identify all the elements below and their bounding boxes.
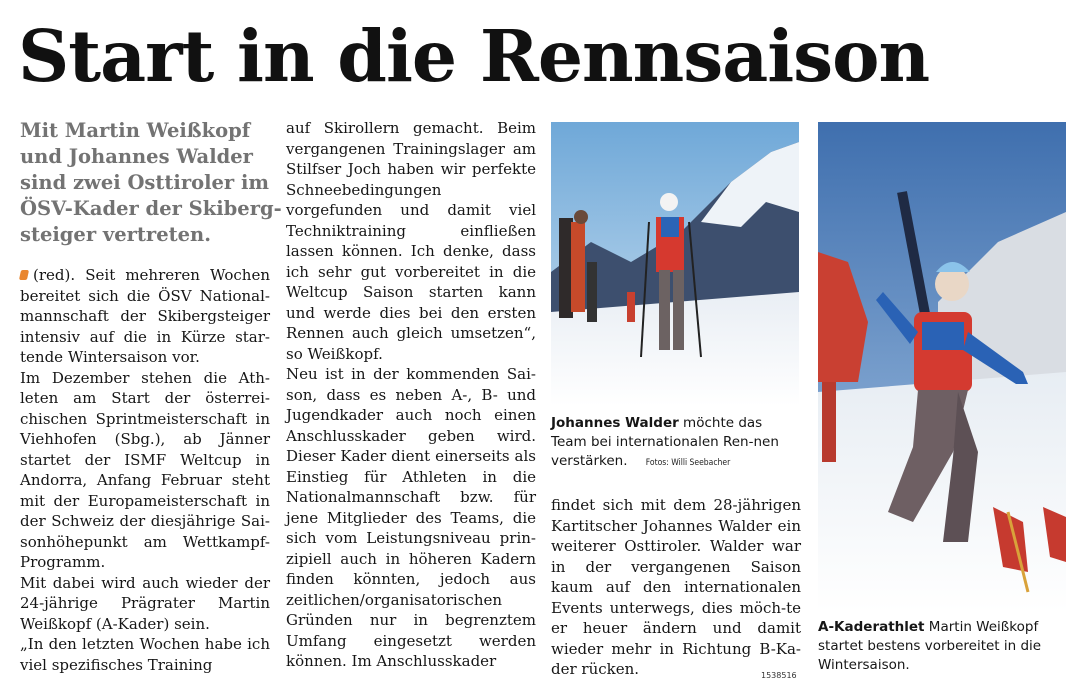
headline: Start in die Rennsaison bbox=[18, 14, 930, 98]
body-paragraph: „In den letzten Wochen habe ich viel spezifisches Training bbox=[20, 635, 270, 674]
text-column-1 bbox=[20, 265, 270, 675]
body-paragraph: Mit dabei wird auch wieder der 24-jährige Prägrater Martin Weißkopf (A-Kader) sein. bbox=[20, 573, 270, 633]
caption-text: möchte das Team bei internationalen Ren-nen verstärken. bbox=[551, 415, 779, 469]
article-id: 1538516 bbox=[761, 671, 797, 680]
body-paragraph: auf Skirollern gemacht. Beim vergangenen Trainingslager am Stilfser Joch haben wir perfekte Schneebedingungen vorgefunden und damit viel Techniktraining einfließen lassen können. Ich denke, dass ich sehr gut vorbereitet in die Weltcup Saison starten kann und werde dies bei den ersten Rennen auch gleich umsetzen“, so Weißkopf. bbox=[286, 119, 536, 363]
photo-johannes-walder bbox=[551, 122, 799, 406]
body-paragraph bbox=[20, 265, 270, 368]
caption-name: Johannes Walder bbox=[551, 415, 679, 431]
text-column-3 bbox=[551, 495, 801, 680]
body-paragraph: findet sich mit dem 28-jährigen Kartitscher Johannes Walder ein weiterer Osttiroler. Walder war in der vergangenen Saison kaum auf den internationalen Events unterwegs, dies möch-te er heuer ändern und damit wieder mehr in Richtung B-Ka-der rücken. bbox=[551, 496, 801, 678]
photo-caption-2 bbox=[818, 618, 1070, 675]
photo-credit: Fotos: Willi Seebacher bbox=[645, 458, 731, 468]
body-paragraph: Neu ist in der kommenden Sai-son, dass es neben A-, B- und Jugendkader auch noch einen Anschlusskader geben wird. Dieser Kader dient einerseits als Einstieg für Athleten in die Nationalmannschaft bzw. für jene Mitglieder des Teams, die sich vom Leistungsniveau prin-zipiell auch in höheren Kadern finden könnten, jedoch aus zeitlichen/organisatorischen Gründen nur in begrenztem Umfang eingesetzt werden können. Im Anschlusskader bbox=[286, 365, 536, 670]
caption-text: Martin Weißkopf startet bestens vorbereitet in die Wintersaison. bbox=[818, 619, 1042, 673]
body-paragraph: Im Dezember stehen die Ath-leten am Start der österrei-chischen Sprintmeisterschaft in Viehhofen (Sbg.), ab Jänner startet der ISMF Weltcup in Andorra, Anfang Februar steht mit der Europameisterschaft in der Schweiz der diesjährige Sai-sonhöhepunkt am Wettkampf-Programm. bbox=[20, 368, 270, 571]
photo-caption-1 bbox=[551, 414, 801, 473]
bullet-icon bbox=[19, 270, 29, 280]
lead-paragraph: Mit Martin Weißkopf und Johannes Walder sind zwei Osttiroler im ÖSV-Kader der Skiberg-steiger vertreten. bbox=[20, 119, 282, 246]
body-text: (red). Seit mehreren Wochen bereitet sich die ÖSV National-mannschaft der Skibergsteiger intensiv auf die in Kürze star-tende Wintersaison vor. bbox=[20, 266, 270, 366]
caption-name: A-Kaderathlet bbox=[818, 619, 925, 635]
photo-martin-weisskopf bbox=[818, 122, 1066, 612]
text-column-2 bbox=[286, 118, 536, 672]
